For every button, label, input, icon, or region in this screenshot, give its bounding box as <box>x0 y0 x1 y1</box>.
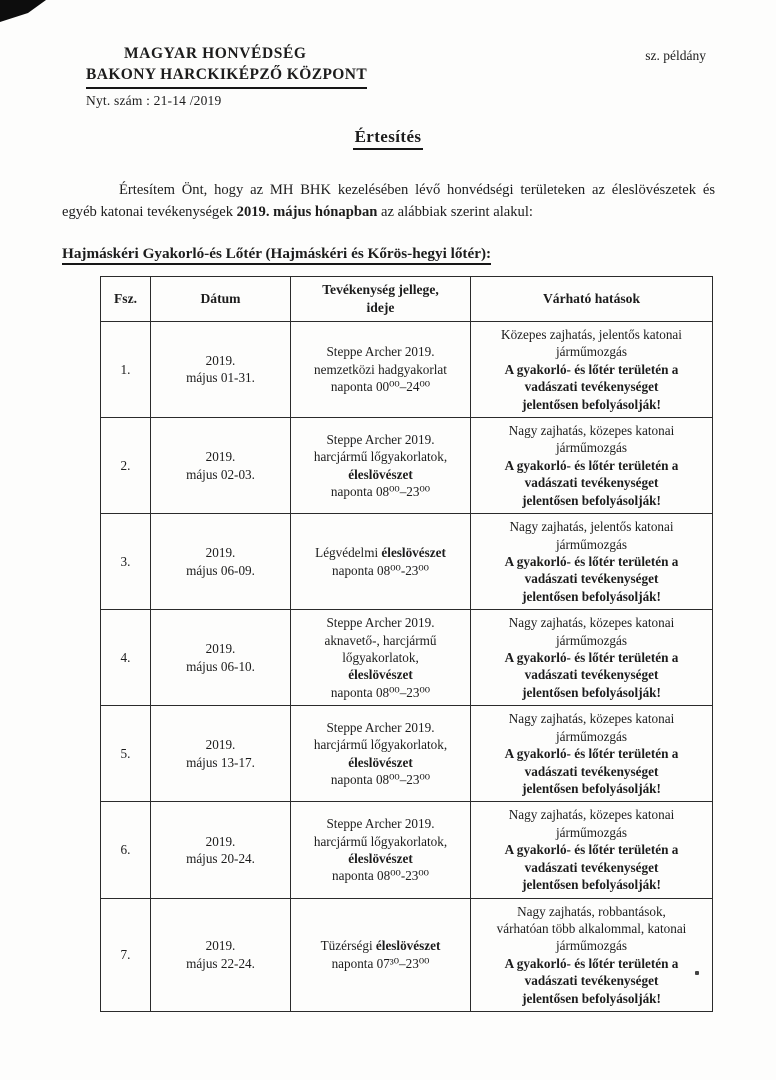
column-header: Fsz. <box>101 277 151 322</box>
cell-activity: Tüzérségi éleslövészet naponta 07³⁰–23⁰⁰ <box>291 898 471 1012</box>
cell-activity: Steppe Archer 2019. aknavető-, harcjármű lőgyakorlatok, éleslövészet naponta 08⁰⁰–23⁰⁰ <box>291 610 471 706</box>
cell-activity: Légvédelmi éleslövészet naponta 08⁰⁰-23⁰⁰ <box>291 514 471 610</box>
document-title: Értesítés <box>0 127 776 147</box>
cell-fsz: 4. <box>101 610 151 706</box>
table-row <box>101 321 713 417</box>
org-name-line1: MAGYAR HONVÉDSÉG <box>124 45 307 62</box>
cell-effects: Nagy zajhatás, közepes katonai járműmozgás A gyakorló- és lőtér területén a vadászati tevékenységet jelentősen befolyásolják! <box>471 417 713 513</box>
cell-date: 2019. május 06-09. <box>151 514 291 610</box>
copy-number-label: sz. példány <box>645 48 706 63</box>
section-heading: Hajmáskéri Gyakorló-és Lőtér (Hajmáskéri és Kőrös-hegyi lőtér): <box>62 245 491 263</box>
cell-activity: Steppe Archer 2019. harcjármű lőgyakorlatok, éleslövészet naponta 08⁰⁰-23⁰⁰ <box>291 802 471 898</box>
cell-effects: Nagy zajhatás, robbantások, várhatóan több alkalommal, katonai járműmozgás A gyakorló- és lőtér területén a vadászati tevékenységet jelentősen befolyásolják! <box>471 898 713 1012</box>
column-header: Dátum <box>151 277 291 322</box>
firing-schedule-table <box>100 276 713 1012</box>
table-header-row <box>101 277 713 322</box>
cell-activity: Steppe Archer 2019. harcjármű lőgyakorlatok, éleslövészet naponta 08⁰⁰–23⁰⁰ <box>291 706 471 802</box>
cell-fsz: 5. <box>101 706 151 802</box>
cell-date: 2019. május 02-03. <box>151 417 291 513</box>
cell-date: 2019. május 13-17. <box>151 706 291 802</box>
cell-effects: Nagy zajhatás, közepes katonai járműmozgás A gyakorló- és lőtér területén a vadászati tevékenységet jelentősen befolyásolják! <box>471 706 713 802</box>
registry-number: Nyt. szám : 21-14 /2019 <box>86 92 222 108</box>
letterhead <box>86 44 367 110</box>
table-row <box>101 514 713 610</box>
cell-fsz: 3. <box>101 514 151 610</box>
cell-fsz: 6. <box>101 802 151 898</box>
table-row <box>101 706 713 802</box>
cell-date: 2019. május 20-24. <box>151 802 291 898</box>
table-row <box>101 898 713 1012</box>
scan-corner-artifact <box>0 0 50 22</box>
column-header: Tevékenység jellege, ideje <box>291 277 471 322</box>
cell-effects: Közepes zajhatás, jelentős katonai járműmozgás A gyakorló- és lőtér területén a vadászati tevékenységet jelentősen befolyásolják! <box>471 321 713 417</box>
org-name-line2: BAKONY HARCKIKÉPZŐ KÖZPONT <box>86 65 367 89</box>
cell-effects: Nagy zajhatás, jelentős katonai járműmozgás A gyakorló- és lőtér területén a vadászati tevékenységet jelentősen befolyásolják! <box>471 514 713 610</box>
cell-effects: Nagy zajhatás, közepes katonai járműmozgás A gyakorló- és lőtér területén a vadászati tevékenységet jelentősen befolyásolják! <box>471 802 713 898</box>
table-row <box>101 610 713 706</box>
cell-fsz: 7. <box>101 898 151 1012</box>
column-header: Várható hatások <box>471 277 713 322</box>
cell-date: 2019. május 06-10. <box>151 610 291 706</box>
cell-fsz: 1. <box>101 321 151 417</box>
cell-date: 2019. május 01-31. <box>151 321 291 417</box>
table-row <box>101 802 713 898</box>
intro-paragraph: Értesítem Önt, hogy az MH BHK kezelésében lévő honvédségi területeken az éleslövészetek és egyéb katonai tevékenységek 2019. május hónapban az alábbiak szerint alakul: <box>62 182 715 220</box>
cell-date: 2019. május 22-24. <box>151 898 291 1012</box>
cell-fsz: 2. <box>101 417 151 513</box>
table-body <box>101 321 713 1011</box>
cell-activity: Steppe Archer 2019. nemzetközi hadgyakorlat naponta 00⁰⁰–24⁰⁰ <box>291 321 471 417</box>
table-row <box>101 417 713 513</box>
cell-effects: Nagy zajhatás, közepes katonai járműmozgás A gyakorló- és lőtér területén a vadászati tevékenységet jelentősen befolyásolják! <box>471 610 713 706</box>
cell-activity: Steppe Archer 2019. harcjármű lőgyakorlatok, éleslövészet naponta 08⁰⁰–23⁰⁰ <box>291 417 471 513</box>
